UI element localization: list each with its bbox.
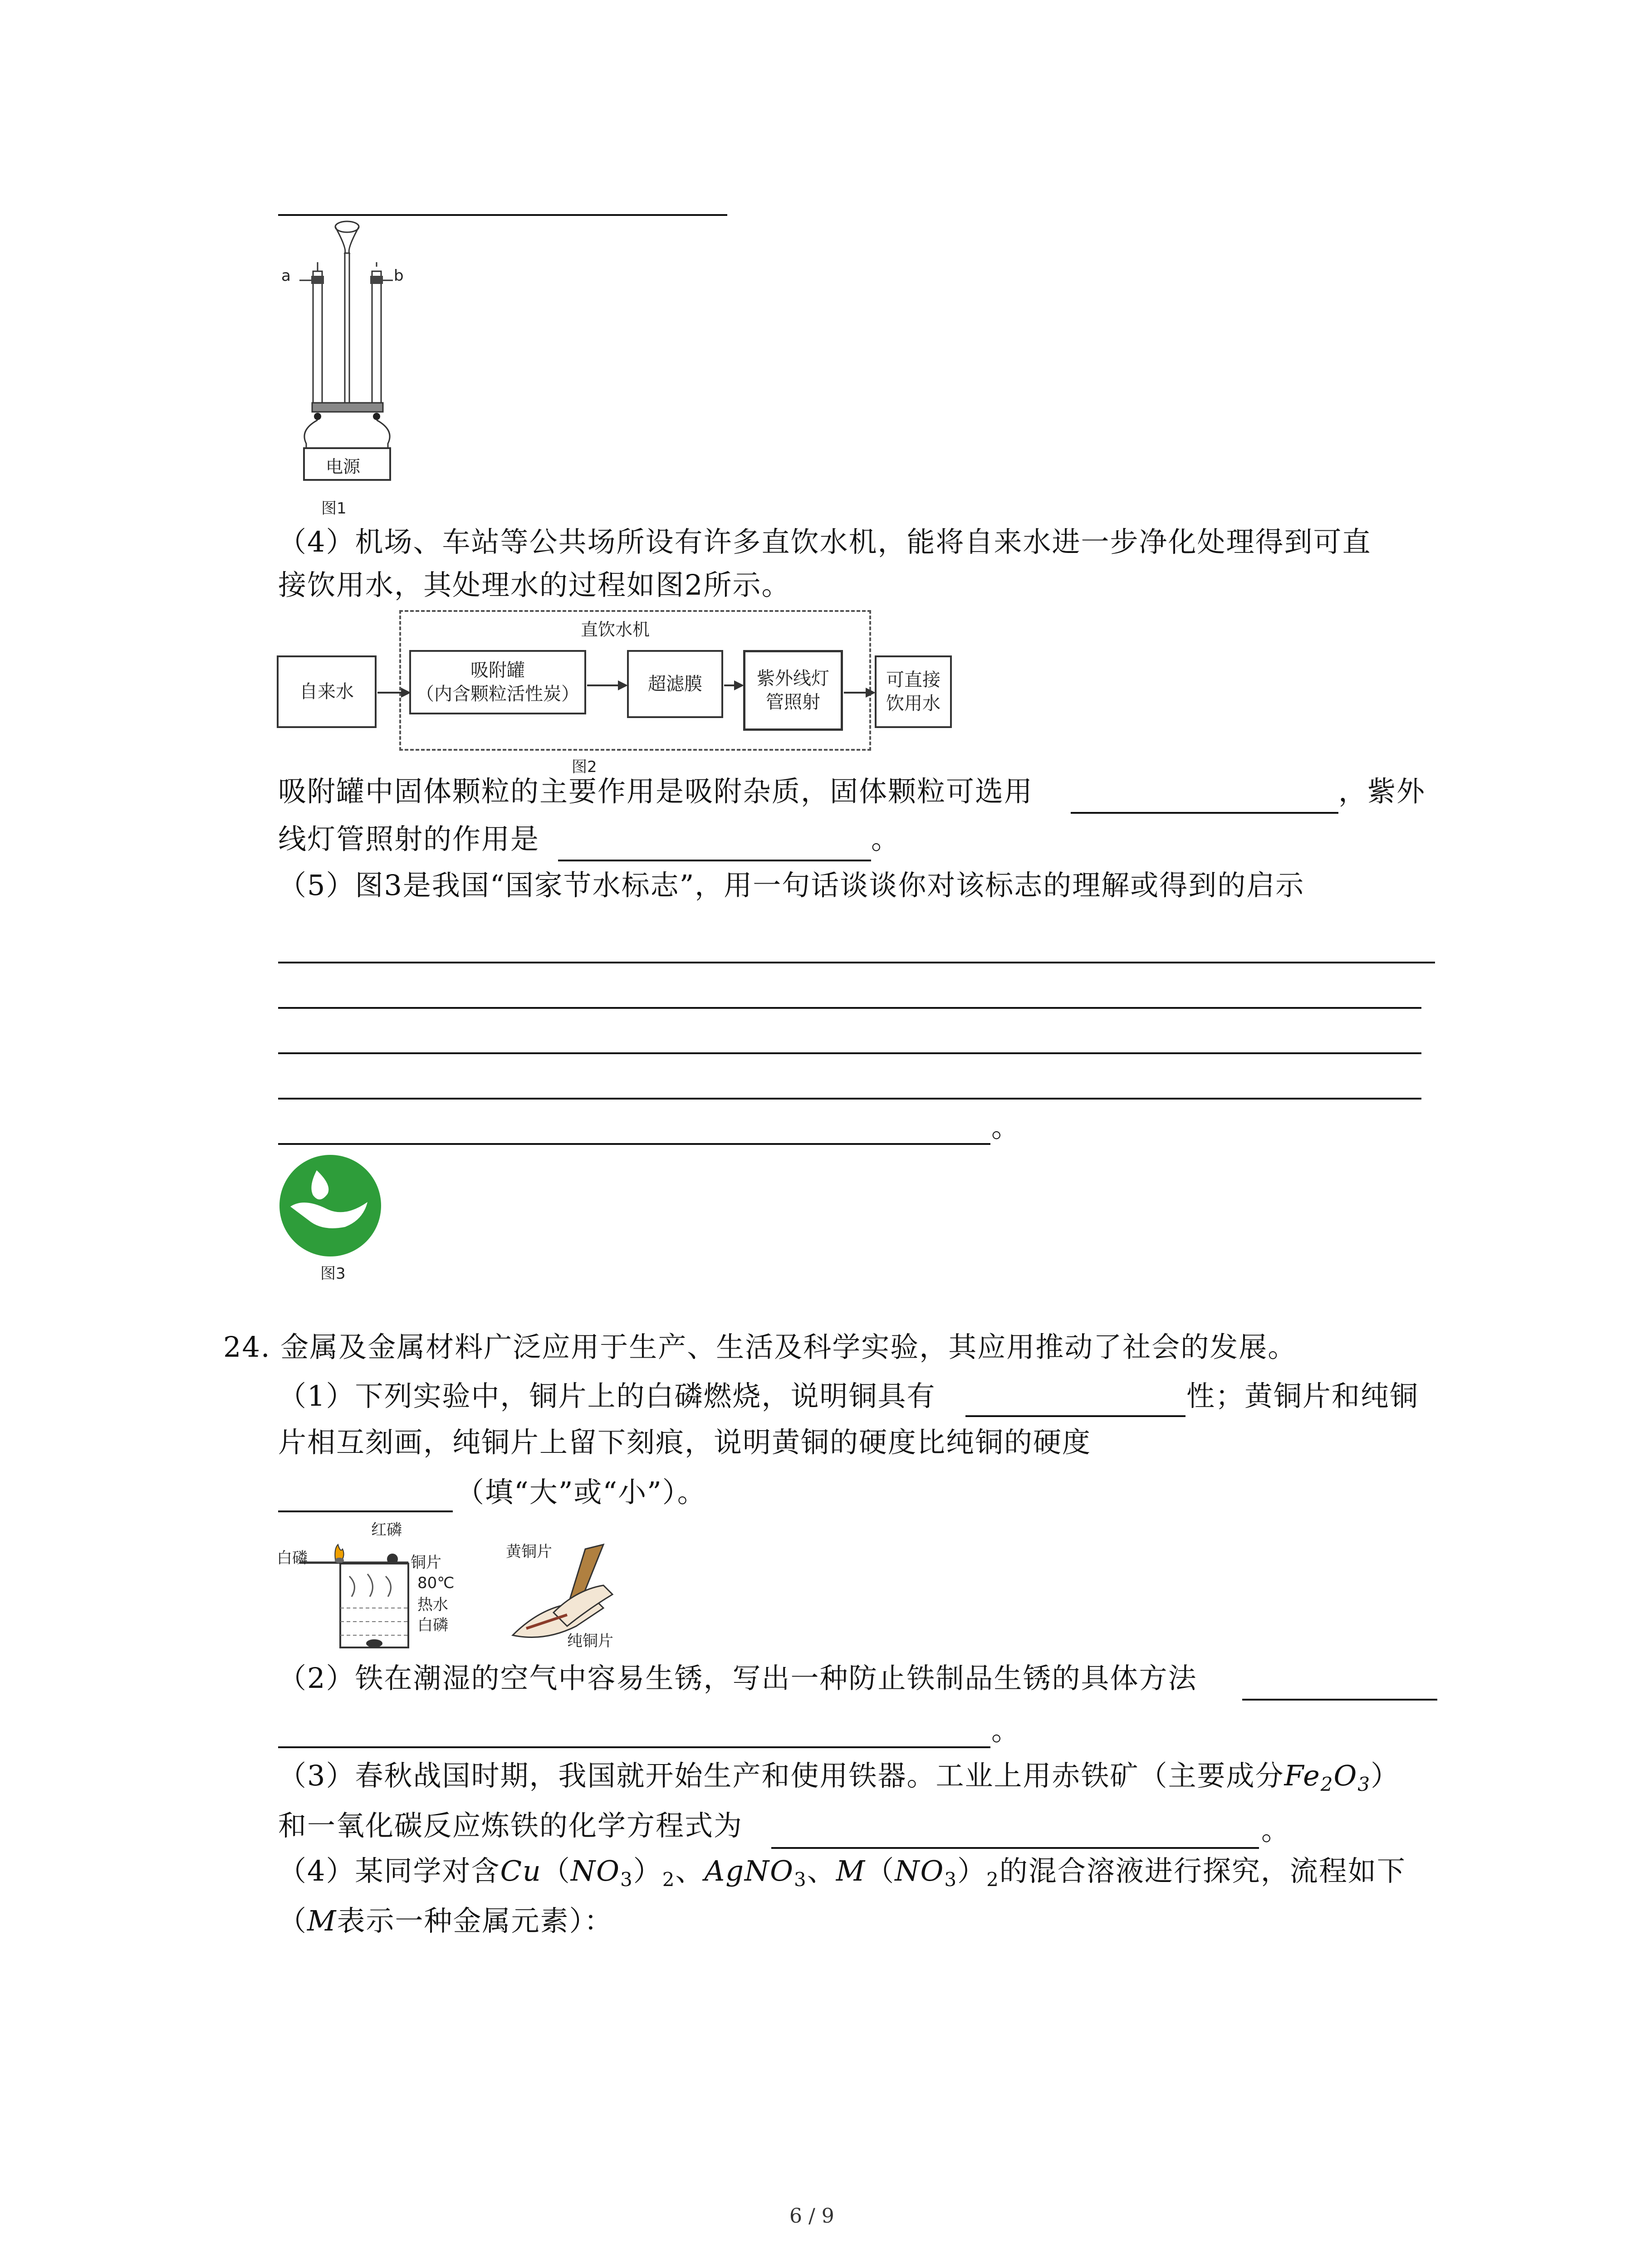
water-machine-title: 直饮水机 (581, 616, 650, 640)
q24-p2-end: 。 (991, 1714, 1021, 1747)
white-phosphorus-bottom-label: 白磷 (417, 1616, 448, 1634)
figure-2-water-flow (277, 610, 966, 776)
hot-water-label: 热水 (417, 1596, 448, 1614)
white-phosphorus-beaker-drawing (272, 1517, 436, 1653)
water-saving-logo-icon (277, 1152, 384, 1259)
figure-combustion-and-scratch (272, 1517, 644, 1653)
figure-1-electrolysis (272, 217, 417, 525)
o-subscript: 3 (1357, 1773, 1371, 1795)
electrode-b-label: b (394, 267, 404, 285)
answer-line-q5-1[interactable] (278, 962, 1435, 963)
arrow-3 (724, 684, 742, 686)
arrow-2 (587, 684, 626, 686)
tap-water-label: 自来水 (299, 681, 354, 702)
no3-subscript-1: 3 (620, 1868, 633, 1891)
figure-1-caption: 图1 (321, 499, 347, 518)
fe-symbol: Fe (1284, 1759, 1321, 1792)
q24-p3-text: （3）春秋战国时期，我国就开始生产和使用铁器。工业上用赤铁矿（主要成分 (278, 1759, 1284, 1792)
drinkable-water-label-1: 可直接 (886, 670, 941, 690)
answer-blank-uv-role[interactable] (558, 860, 871, 861)
answer-blank-equation[interactable] (771, 1847, 1259, 1849)
q24-p4-line-1 (278, 1853, 1406, 1898)
q4b-line-2a: 线灯管照射的作用是 (278, 822, 540, 855)
drinkable-water-box (875, 655, 952, 728)
ultrafilter-box (627, 650, 723, 718)
q24-p3-line-2: 和一氧化碳反应炼铁的化学方程式为 (278, 1809, 743, 1842)
q4-line-2: 接饮用水，其处理水的过程如图2所示。 (278, 568, 791, 601)
no3-subscript-2: 3 (944, 1868, 958, 1891)
paren-open-2: （ (866, 1854, 895, 1887)
answer-line-q5-3[interactable] (278, 1052, 1421, 1054)
white-phosphorus-left-label: 白磷 (277, 1549, 308, 1567)
q5-line-1: （5）图3是我国“国家节水标志”，用一句话谈谈你对该标志的理解或得到的启示 (278, 869, 1305, 902)
uv-lamp-box (743, 650, 843, 731)
power-source-label: 电源 (326, 457, 361, 477)
adsorption-tank-box (409, 650, 586, 714)
q4-line-1: （4）机场、车站等公共场所设有许多直饮水机，能将自来水进一步净化处理得到可直 (278, 525, 1372, 558)
paren-close-2: ） (957, 1854, 987, 1887)
q4b-line-1b: ，紫外 (1338, 775, 1426, 808)
cu-symbol: Cu (500, 1854, 542, 1887)
fe2o3-formula (1284, 1759, 1371, 1795)
q24-p1-line-2: 片相互刻画，纯铜片上留下刻痕，说明黄铜的硬度比纯铜的硬度 (278, 1426, 1092, 1459)
answer-line-top (278, 214, 727, 216)
q24-p4-line-2 (278, 1903, 613, 1939)
q24-p4-text-b: 的混合溶液进行探究，流程如下 (999, 1854, 1406, 1887)
q24-p1-line-1a: （1）下列实验中，铜片上的白磷燃烧，说明铜具有 (278, 1379, 936, 1413)
q24-p2-line-1: （2）铁在潮湿的空气中容易生锈，写出一种防止铁制品生锈的具体方法 (278, 1662, 1197, 1695)
agno3-symbol: AgNO (704, 1854, 794, 1887)
answer-blank-rust-prevention-2[interactable] (278, 1746, 990, 1748)
answer-blank-adsorbent[interactable] (1071, 812, 1338, 814)
q24-stem: 24. 金属及金属材料广泛应用于生产、生活及科学实验，其应用推动了社会的发展。 (223, 1330, 1297, 1364)
m-symbol-note: M (307, 1904, 337, 1937)
separator-1: 、 (675, 1854, 705, 1887)
figure-2-caption: 图2 (572, 758, 597, 776)
q24-p4-paren: （ (278, 1904, 308, 1937)
arrow-1 (377, 692, 409, 694)
answer-blank-hardness[interactable] (278, 1510, 453, 1512)
q5-end: 。 (991, 1110, 1021, 1144)
m-nitrate-subscript: 2 (986, 1868, 999, 1891)
q4b-line-1a: 吸附罐中固体颗粒的主要作用是吸附杂质，固体颗粒可选用 (278, 775, 1034, 808)
answer-line-q5-5[interactable] (278, 1143, 990, 1145)
tap-water-box (277, 655, 377, 728)
pure-copper-label: 纯铜片 (567, 1632, 613, 1650)
uv-lamp-label-1: 紫外线灯 (757, 668, 829, 689)
q24-p4-text-a: （4）某同学对含 (278, 1854, 500, 1887)
q24-p3-close: ） (1371, 1759, 1400, 1792)
cu-nitrate-subscript: 2 (662, 1868, 676, 1891)
m-symbol: M (836, 1854, 866, 1887)
q24-p4-note: 表示一种金属元素）： (337, 1904, 613, 1937)
page-number: 6 / 9 (789, 2204, 834, 2228)
figure-3-caption: 图3 (320, 1265, 346, 1283)
ultrafilter-label: 超滤膜 (648, 674, 702, 694)
answer-line-q5-2[interactable] (278, 1007, 1421, 1009)
q24-p1-line-1b: 性；黄铜片和纯铜 (1186, 1379, 1419, 1413)
red-phosphorus-label: 红磷 (371, 1521, 402, 1539)
adsorption-tank-content: （内含颗粒活性炭） (416, 684, 579, 704)
copper-sheet-label: 铜片 (411, 1554, 441, 1572)
uv-lamp-label-2: 管照射 (766, 692, 820, 713)
brass-sheet-label: 黄铜片 (506, 1543, 552, 1561)
q24-p1-line-3: （填“大”或“小”）。 (456, 1476, 706, 1509)
no3-symbol-2: NO (895, 1854, 945, 1887)
no3-symbol-1: NO (570, 1854, 620, 1887)
separator-2: 、 (807, 1854, 836, 1887)
paren-open-1: （ (541, 1854, 571, 1887)
o-symbol: O (1333, 1759, 1358, 1792)
q4b-line-2b: 。 (871, 822, 901, 855)
drinkable-water-label-2: 饮用水 (886, 693, 941, 714)
answer-line-q5-4[interactable] (278, 1098, 1421, 1100)
figure-3-water-saving-logo (277, 1152, 390, 1288)
arrow-4 (844, 692, 874, 694)
answer-blank-rust-prevention-1[interactable] (1242, 1699, 1437, 1701)
answer-blank-copper-property[interactable] (965, 1415, 1185, 1417)
q24-p3-line-1 (278, 1758, 1400, 1803)
paren-close-1: ） (633, 1854, 662, 1887)
adsorption-tank-label: 吸附罐 (470, 660, 525, 681)
electrode-a-label: a (281, 267, 291, 285)
agno3-subscript: 3 (794, 1868, 807, 1891)
temperature-label: 80℃ (417, 1574, 455, 1592)
fe-subscript: 2 (1320, 1773, 1334, 1795)
q24-p3-end: 。 (1261, 1813, 1291, 1847)
